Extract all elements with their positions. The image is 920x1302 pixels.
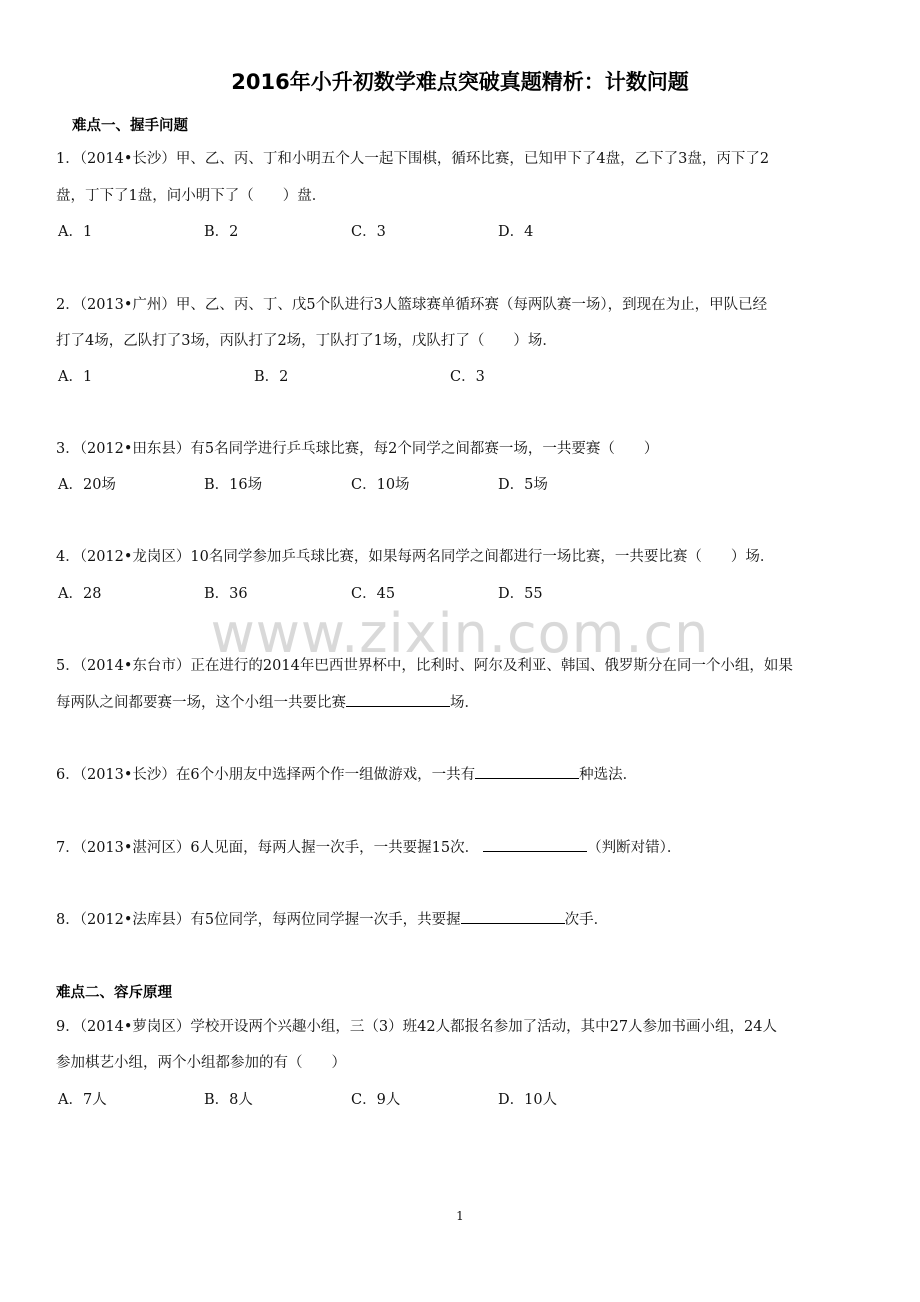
question-5-answer-blank[interactable] [346,692,450,707]
question-9-option-b: B．8人 [204,1092,253,1108]
question-6-line-1 [56,764,637,785]
question-1-option-a: A．1 [58,224,93,240]
question-8-text-before: 8．（2012•法库县）有5位同学，每两位同学握一次手，共要握 [56,912,461,928]
question-9-line-1: 9．（2014•萝岗区）学校开设两个兴趣小组，三（3）班42人都报名参加了活动，其中27人参加书画小组，24人 [56,1019,778,1035]
question-6-text-before: 6．（2013•长沙）在6个小朋友中选择两个作一组做游戏，一共有 [56,767,476,783]
question-3-option-a: A．20场 [58,477,116,493]
question-5-text-after: 场． [450,695,479,711]
question-9-line-2: 参加棋艺小组，两个小组都参加的有（ ） [56,1055,346,1071]
question-5-line-1: 5．（2014•东台市）正在进行的2014年巴西世界杯中，比利时、阿尔及利亚、韩国、俄罗斯分在同一个小组，如果 [56,658,793,674]
question-3-option-d: D．5场 [498,477,548,493]
question-7-text-before: 7．（2013•湛河区）6人见面，每两人握一次手，一共要握15次． [56,840,480,856]
question-2-line-1: 2．（2013•广州）甲、乙、丙、丁、戊5个队进行3人篮球赛单循环赛（每两队赛一场），到现在为止，甲队已经 [56,297,768,313]
question-2-option-a: A．1 [58,369,93,385]
question-4-option-b: B．36 [204,586,248,602]
question-1-option-d: D．4 [498,224,534,240]
section-heading-handshake: 难点一、握手问题 [72,118,188,134]
question-4-option-d: D．55 [498,586,543,602]
question-1-line-2: 盘，丁下了1盘，问小明下了（ ）盘． [56,188,327,204]
question-6-text-after: 种选法． [579,767,638,783]
question-4-option-a: A．28 [58,586,102,602]
question-1-option-b: B．2 [204,224,239,240]
question-9-option-c: C．9人 [351,1092,401,1108]
question-8-text-after: 次手． [564,912,609,928]
question-3-option-b: B．16场 [204,477,263,493]
question-5-line-2 [56,692,479,713]
section-heading-inclusion-exclusion: 难点二、容斥原理 [56,985,172,1001]
question-2-option-c: C．3 [450,369,485,385]
question-7-text-after: （判断对错）． [587,840,682,856]
question-8-answer-blank[interactable] [461,909,565,924]
question-1-line-1: 1．（2014•长沙）甲、乙、丙、丁和小明五个人一起下围棋，循环比赛，已知甲下了4盘，乙下了3盘，丙下了2 [56,151,770,167]
question-7-line-1 [56,837,681,858]
question-2-line-2: 打了4场，乙队打了3场，丙队打了2场，丁队打了1场，戊队打了（ ）场． [56,333,557,349]
page-number: 1 [456,1209,464,1223]
question-7-answer-blank[interactable] [483,837,587,852]
question-9-option-d: D．10人 [498,1092,558,1108]
page-title: 2016年小升初数学难点突破真题精析：计数问题 [231,70,689,94]
question-4-option-c: C．45 [351,586,396,602]
question-2-option-b: B．2 [254,369,289,385]
question-8-line-1 [56,909,608,930]
question-9-option-a: A．7人 [58,1092,107,1108]
question-4-line-1: 4．（2012•龙岗区）10名同学参加乒乓球比赛，如果每两名同学之间都进行一场比赛，一共要比赛（ ）场． [56,549,775,565]
question-3-option-c: C．10场 [351,477,410,493]
question-6-answer-blank[interactable] [475,764,579,779]
question-1-option-c: C．3 [351,224,386,240]
question-3-line-1: 3．（2012•田东县）有5名同学进行乒乓球比赛，每2个同学之间都赛一场，一共要赛（ ） [56,441,659,457]
question-5-text-before: 每两队之间都要赛一场，这个小组一共要比赛 [56,695,346,711]
watermark: www.zixin.com.cn [210,602,710,665]
